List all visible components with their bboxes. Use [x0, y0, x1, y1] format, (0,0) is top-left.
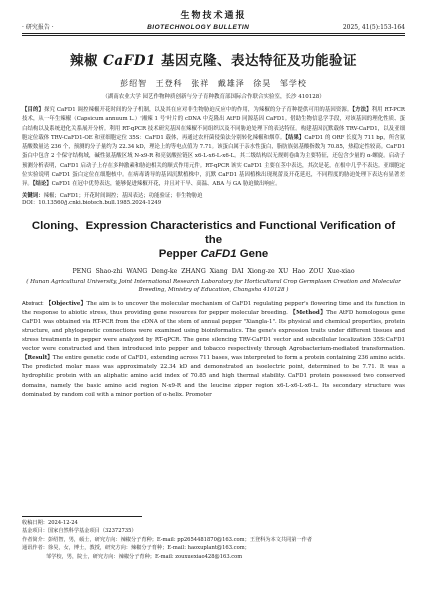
title-en-line1: Cloning、Expression Characteristics and Functional Verification of the [31, 219, 396, 246]
method-label-en: 【Method】 [290, 309, 327, 316]
title-cn-suffix: 基因克隆、表达特征及功能验证 [155, 53, 358, 69]
corresponding-author: 通讯作者：徐昊，女，博士，教授，研究方向：辣椒分子育种；E-mail: haoxuplant@163.com； [22, 545, 250, 552]
abstract-cn [22, 106, 405, 190]
title-en-line2 [22, 247, 405, 261]
title-cn [22, 49, 405, 69]
issue-info: 2025, 41(5):153-164 [342, 24, 405, 31]
objective-en: The aim is to uncover the molecular mechanism of CaFD1 regulating pepper's flowering time and its function in the response to abiotic stress, thus providing gene resources for pepper molecular breeding. [22, 300, 405, 316]
header-rule [22, 33, 405, 34]
title-en-suffix: Gene [236, 247, 269, 260]
affiliation-en: ( Hunan Agricultural University, Joint International Research Laboratory for Horticultural Crop Germplasm Creation and Molecular Breeding, Ministry of Education, Changsha 410128 ) [26, 278, 401, 293]
keywords-cn-label: 关键词： [22, 192, 44, 199]
method-label-cn: 【方法】 [352, 107, 372, 113]
footnote [22, 516, 405, 561]
keywords-cn [22, 191, 405, 199]
method-cn: 利用 RT-PCR 技术，从一年生辣椒（Capsicum annuum L.）'湘辣 1 号'叶片的 cDNA 中克隆出 AtFD 同源基因 CaFD1。借助生物信息学手段，对该基因的理化性质、蛋白结构以及系统进化关系展开分析。利用 RT-qPCR 技术研究基因在辣椒不同组织以及不同胁迫处理下的表达特征。构建基因沉默载体 TRV-CaFD1，以及亚细胞定位载体 TRV-CaFD1-OE 和亚细胞定位 35S：CaFD1 载体，再通过农杆菌侵染法分别转化辣椒和烟草。 [22, 107, 405, 141]
objective-label-cn: 【目的】 [22, 107, 44, 113]
fund-info: 基金项目：国家自然科学基金项目（32372735） [22, 528, 137, 535]
doi: DOI：10.13560/j.cnki.biotech.bull.1985.2024-1249 [22, 199, 162, 206]
result-cn: CaFD1 的 ORF 长度为 711 bp，所含氨基酸数量达 236 个，预测的分子量约为 22.34 kD，理论上的等电点值为 7.71。该蛋白属于亲水性蛋白，脂肪族氨基酸指数为 70.85，热稳定性较高。CaFD1 蛋白中包含 2 个保守结构域，碱性氨基酸区域 N-x9-R 和亮氨酸拉链区 x6-L-x6-L-x6-L。其二级结构以无规则卷曲为主要特征，还包含少量的 α-螺旋。启动子预测分析表明，CaFD1 启动子上存在多种激素和胁迫相关的顺式作用元件。RT-qPCR 该实 CaFD1 主要在茎中表达，其次是花，在根中几乎不表达。亚细胞定位实验说明 CaFD1 蛋白定位在细胞核中。在病毒诱导的基因沉默植株中，沉默 CaFD1 基因植株出现现蕾及开花延迟，不同程度的胁迫处理下表达有显著差异。 [22, 134, 405, 188]
section-label: · 研究报告 · [22, 24, 54, 31]
objective-cn: 探究 CaFD1 调控辣椒开花时间的分子机制，以及其在应对非生物胁迫反应中的作用，为辣椒的分子育种提供可用的基因资源。 [44, 107, 353, 113]
keywords-cn-text: 辣椒；CaFD1；开花时间调控；基因表达；功能验证；非生物胁迫 [43, 192, 203, 199]
footnote-rule [22, 516, 142, 517]
received-date: 收稿日期：2024-12-24 [22, 520, 78, 526]
first-author-info: 作者简介：彭绍智，男，硕士，研究方向：辣椒分子育种；E-mail: pp2654481870@163.com；王登科为本文共同第一作者 [22, 536, 313, 543]
conclusion-cn: CaFD1 在冠中优势表达，能够促进辣椒开花，并且对干旱、高温、ABA 与 GA 胁迫做出响应。 [51, 181, 281, 188]
affiliation-cn: （湖南农业大学 园艺作物种质创新与分子育种教育部国际合作联合实验室，长沙 410128） [102, 94, 325, 100]
title-en-prefix: Pepper [158, 247, 201, 260]
journal-name-cn: 生物技术通报 [180, 11, 247, 21]
conclusion-label-cn: 【结论】 [32, 181, 52, 188]
abstract-en [22, 300, 405, 400]
title-cn-gene: CaFD1 [103, 53, 156, 69]
title-en-gene: CaFD1 [200, 247, 237, 260]
title-cn-prefix: 辣椒 [69, 53, 104, 69]
result-en: The entire genetic code of CaFD1, extending across 711 bases, was interpreted to form a protein containing 236 amino acids. The predicted molar mass was approximately 22.34 kD and demonstrated an isoelectric point, determined to be 7.71. It was a hydrophilic protein with an aliphatic amino acid index of 70.85 and high thermal stability. CaFD1 protein possessed two conserved domains, namely the basic amino acid region N-x9-R and the leucine zipper region x6-L-x6-L-x6-L. Its secondary structure was dominated by random coil with a minor portion of α-helix. Promoter [22, 355, 406, 398]
authors-en: PENG Shao-zhi WANG Deng-ke ZHANG Xiang DAI Xiong-ze XU Hao ZOU Xue-xiao [72, 267, 355, 275]
authors-cn: 彭绍智 王登科 张祥 戴雄泽 徐昊 邹学校 [120, 79, 307, 88]
corresponding-author-2: 邹学校，男，院士，研究方向：辣椒分子育种；E-mail: zouxuexiao428@163.com [46, 553, 243, 560]
method-en: The AtFD homologous gene CaFD1 was obtained via RT-PCR from the cDNA of the stem of annual pepper "Xiangla-1". Its physical and chemical properties, protein structure, and phylogenetic connections were examined using bioinformatics. The gene's expression traits under different tissues and stress treatments in pepper were analyzed by RT-qPCR. The gene silencing TRV-CaFD1 vector and subcellular localization 35S:CaFD1 vector were constructed and then introduced into pepper and tobacco respectively through Agrobacterium-mediated transformation. [22, 309, 405, 353]
running-header [22, 21, 405, 31]
result-label-cn: 【结果】 [285, 134, 305, 141]
objective-label-en: 【Objective】 [45, 300, 87, 307]
journal-name-en: BIOTECHNOLOGY BULLETIN [147, 24, 250, 31]
result-label-en: 【Result】 [22, 355, 53, 362]
header-rule-thin [22, 35, 405, 36]
abstract-en-label: Abstract: [22, 300, 44, 307]
title-en [22, 219, 405, 261]
